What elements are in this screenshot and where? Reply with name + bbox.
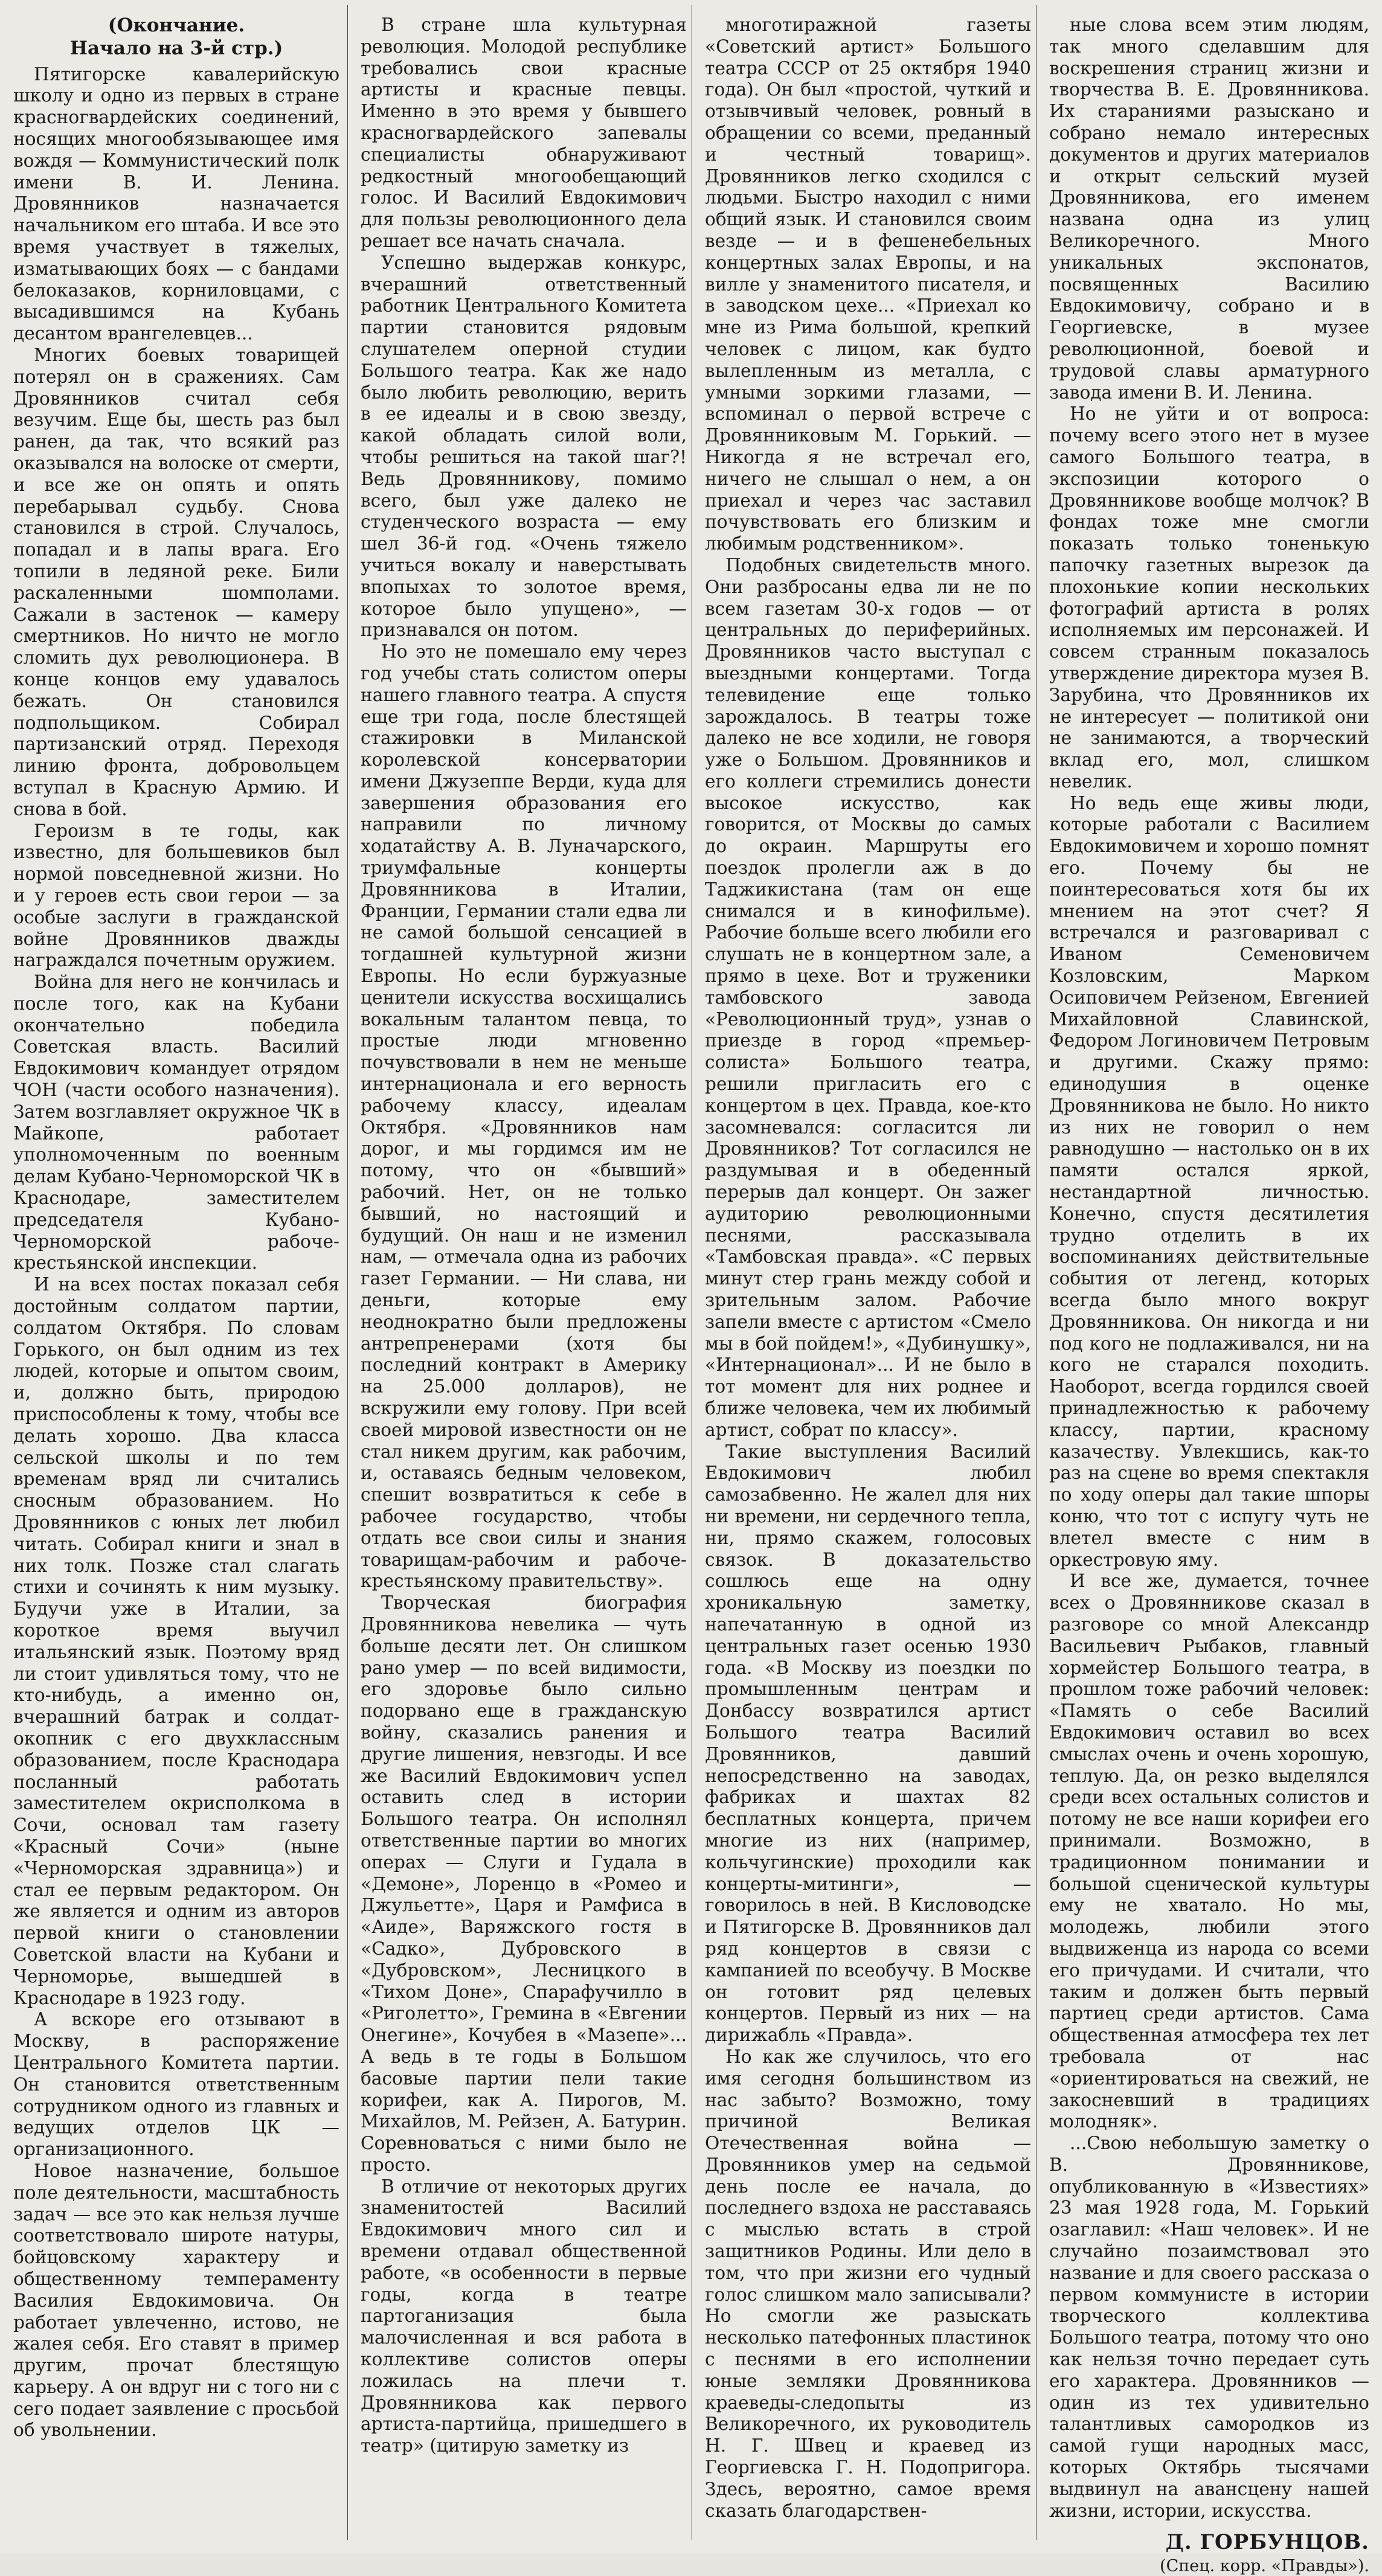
article-paragraph: Героизм в те годы, как известно, для большевиков был нормой повседневной жизни. Но и у героев есть свои герои — за особые заслуги в гражданской войне Дровянников дважды награждался почетным оружием. — [13, 820, 339, 971]
article-column-3 — [705, 14, 1031, 2536]
article-column-2 — [361, 14, 687, 2536]
article-paragraph: Такие выступления Василий Евдокимович любил самозабвенно. Не жалел для них ни времени, ни сердечного тепла, ни, прямо скажем, голосовых связок. В доказательство сошлюсь еще на одну хроникальную заметку, напечатанную в одной из центральных газет осенью 1930 года. «В Москву из поездки по промышленным центрам и Донбассу возвратился артист Большого театра Василий Дровянников, давший непосредственно на заводах, фабриках и шахтах 82 бесплатных концерта, причем многие из них (например, кольчугинские) проходили как концерты-митинги», — говорилось в ней. В Кисловодске и Пятигорске В. Дровянников дал ряд концертов в связи с кампанией по всеобучу. В Москве он готовит ряд целевых концертов. Первый из них — на дирижабль «Правда». — [705, 1441, 1031, 2046]
article-paragraph: Но не уйти и от вопроса: почему всего этого нет в музее самого Большого театра, в экспозиции которого о Дровянникове вообще молчок? В фондах тоже мне смогли показать только тоненькую папочку газетных вырезок да плохонькие копии нескольких фотографий артиста в ролях исполняемых им персонажей. И совсем странным показалось утверждение директора музея В. Зарубина, что Дровянников их не интересует — политикой они не занимаются, а творческий вклад его, мол, слишком невелик. — [1049, 403, 1369, 792]
article-paragraph: И на всех постах показал себя достойным солдатом партии, солдатом Октября. По словам Горького, он был одним из тех людей, которые и опытом своим, и, должно быть, природою приспособлены к тому, чтобы все делать хорошо. Два класса сельской школы и по тем временам вряд ли считались сносным образованием. Но Дровянников с юных лет любил читать. Собирал книги и знал в них толк. Позже стал слагать стихи и сочинять к ним музыку. Будучи уже в Италии, за короткое время выучил итальянский язык. Поэтому вряд ли стоит удивляться тому, что не кто-нибудь, а именно он, вчерашний батрак и солдат-окопник с его двухклассным образованием, после Краснодара посланный работать заместителем окрисполкома в Сочи, основал там газету «Красный Сочи» (ныне «Черноморская здравница») и стал ее первым редактором. Он же является и одним из авторов первой книги о становлении Советской власти на Кубани и Черноморье, вышедшей в Краснодаре в 1923 году. — [13, 1274, 339, 2008]
article-paragraph: В стране шла культурная революция. Молодой республике требовались свои красные артисты и красные певцы. Именно в это время у бывшего красногвардейского запевалы специалисты обнаруживают редкостный многообещающий голос. И Василий Евдокимович для пользы революционного дела решает все начать сначала. — [361, 14, 687, 251]
article-paragraph: многотиражной газеты «Советский артист» Большого театра СССР от 25 октября 1940 года). Он был «простой, чуткий и отзывчивый человек, ровный в обращении со всеми, преданный и честный товарищ». Дровянников легко сходился с людьми. Быстро находил с ними общий язык. И становился своим везде — и в фешенебельных концертных залах Европы, и на вилле у знаменитого писателя, и в заводском цехе... «Приехал ко мне из Рима большой, крепкий человек с лицом, как будто вылепленным из металла, с умными зоркими глазами, — вспоминал о первой встрече с Дровянниковым М. Горький. — Никогда я не встречал его, ничего не слышал о нем, а он приехал и через час заставил почувствовать его близким и любимым родственником». — [705, 14, 1031, 554]
article-paragraph: А вскоре его отзывают в Москву, в распоряжение Центрального Комитета партии. Он становится ответственным сотрудником одного из главных и ведущих отделов ЦК — организационного. — [13, 2009, 339, 2160]
article-paragraph: Творческая биография Дровянникова невелика — чуть больше десяти лет. Он слишком рано умер — по всей видимости, его здоровье было сильно подорвано еще в гражданскую войну, сказались ранения и другие лишения, невзгоды. И все же Василий Евдокимович успел оставить след в истории Большого театра. Он исполнял ответственные партии во многих операх — Слуги и Гудала в «Демоне», Лоренцо в «Ромео и Джульетте», Царя и Рамфиса в «Аиде», Варяжского гостя в «Садко», Дубровского в «Дубровском», Лесницкого в «Тихом Доне», Спарафучилло в «Риголетто», Гремина в «Евгении Онегине», Кочубея в «Мазепе»... А ведь в те годы в Большом басовые партии пели такие корифеи, как А. Пирогов, М. Михайлов, М. Рейзен, А. Батурин. Соревноваться с ними было не просто. — [361, 1592, 687, 2175]
continuation-header — [13, 14, 339, 60]
article-paragraph: Но это не помешало ему через год учебы стать солистом оперы нашего главного театра. А спустя еще три года, после блестящей стажировки в Миланской королевской консерватории имени Джузеппе Верди, куда для завершения образования его направили по личному ходатайству А. В. Луначарского, триумфальные концерты Дровянникова в Италии, Франции, Германии стали едва ли не самой большой сенсацией в тогдашней культурной жизни Европы. Но если буржуазные ценители искусства восхищались вокальным талантом певца, то простые люди мгновенно почувствовали в нем не меньше интернационала и его верность рабочему классу, идеалам Октября. «Дровянников нам дорог, и мы гордимся им не потому, что он «бывший» рабочий. Нет, он не только бывший, но настоящий и будущий. Он наш и не изменил нам, — отмечала одна из рабочих газет Германии. — Ни слава, ни деньги, которые ему неоднократно были предложены антрепренерами (хотя бы последний контракт в Америку на 25.000 долларов), не вскружили ему голову. При всей своей мировой известности он не стал никем другим, как рабочим, и, оставаясь бедным человеком, спешит возвратиться к себе в рабочее государство, чтобы отдать все свои силы и знания товарищам-рабочим и рабоче-крестьянскому правительству». — [361, 641, 687, 1592]
author-signature: Д. ГОРБУНЦОВ. — [1165, 2530, 1369, 2555]
article-paragraph: Подобных свидетельств много. Они разбросаны едва ли не по всем газетам 30-х годов — от центральных до периферийных. Дровянников часто выступал с выездными концертами. Тогда телевидение еще только зарождалось. В театры тоже далеко не все ходили, не говоря уже о Большом. Дровянников и его коллеги стремились донести высокое искусство, как говорится, от Москвы до самых до окраин. Маршруты его поездок пролегли аж в до Таджикистана (там он еще снимался и в кинофильме). Рабочие больше всего любили его слушать не в концертном зале, а прямо в цехе. Вот и труженики тамбовского завода «Революционный труд», узнав о приезде в город «премьер-солиста» Большого театра, решили пригласить его с концертом в цех. Правда, кое-кто засомневался: согласится ли Дровянников? Тот согласился не раздумывая и в обеденный перерыв дал концерт. Он зажег аудиторию революционными песнями, рассказывала «Тамбовская правда». «С первых минут стер грань между собой и зрительным залом. Рабочие запели вместе с артистом «Смело мы в бой пойдем!», «Дубинушку», «Интернационал»... И не было в тот момент для них роднее и ближе человека, чем их любимый артист, собрат по классу». — [705, 554, 1031, 1440]
article-column-4 — [1049, 14, 1369, 2575]
article-paragraph: Но как же случилось, что его имя сегодня большинством из нас забыто? Возможно, тому причиной Великая Отечественная война — Дровянников умер на седьмой день после ее начала, до последнего вздоха не расставаясь с мыслью встать в строй защитников Родины. Или дело в том, что при жизни его чудный голос слишком мало записывали? Но смогли же разыскать несколько патефонных пластинок с песнями в его исполнении юные земляки Дровянникова краеведы-следопыты из Великоречного, их руководитель Н. Г. Швец и краевед из Георгиевска Г. Н. Подопригора. Здесь, вероятно, самое время сказать благодарствен- — [705, 2046, 1031, 2521]
article-paragraph: И все же, думается, точнее всех о Дровянникове сказал в разговоре со мной Александр Васильевич Рыбаков, главный хормейстер Большого театра, в прошлом тоже рабочий человек: «Память о себе Василий Евдокимович оставил во всех смыслах очень и очень хорошую, теплую. Да, он резко выделялся среди всех остальных солистов и потому не все наши корифеи его принимали. Возможно, в традиционном понимании и большой сценической культуры ему не хватало. Но мы, молодежь, любили этого выдвиженца из народа со всеми его причудами. И считали, что таким и должен быть первый партиец среди артистов. Сама общественная атмосфера тех лет требовала от нас «ориентироваться на свежий, не закосневший в традициях молодняк». — [1049, 1571, 1369, 2132]
author-affiliation: (Спец. корр. «Правды»). — [1160, 2556, 1369, 2575]
article-paragraph: Новое назначение, большое поле деятельности, масштабность задач — все это как нельзя лучше соответствовало широте натуры, бойцовскому характеру и общественному темпераменту Василия Евдокимовича. Он работает увлеченно, истово, не жалея себя. Его ставят в пример другим, прочат блестящую карьеру. А он вдруг ни с того ни с сего подает заявление с просьбой об увольнении. — [13, 2160, 339, 2441]
article-paragraph: Но ведь еще живы люди, которые работали с Василием Евдокимовичем и хорошо помнят его. Почему бы не поинтересоваться хотя бы их мнением на этот счет? Я встречался и разговаривал с Иваном Семеновичем Козловским, Марком Осиповичем Рейзеном, Евгенией Михайловной Славинской, Федором Логиновичем Петровым и другими. Скажу прямо: единодушия в оценке Дровянникова не было. Но никто из них не говорил о нем равнодушно — настолько он в их памяти остался яркой, нестандартной личностью. Конечно, спустя десятилетия трудно отделить в их воспоминаниях действительные события от легенд, которых всегда было много вокруг Дровянникова. Он никогда и ни под кого не подлаживался, ни на кого не старался походить. Наоборот, всегда гордился своей принадлежностью к рабочему классу, партии, красному казачеству. Увлекшись, как-то раз на сцене во время спектакля по ходу оперы дал такие шпоры коню, что тот с испугу чуть не влетел вместе с ним в оркестровую яму. — [1049, 792, 1369, 1570]
article-paragraph: Война для него не кончилась и после того, как на Кубани окончательно победила Советская власть. Василий Евдокимович командует отрядом ЧОН (части особого назначения). Затем возглавляет окружное ЧК в Майкопе, работает уполномоченным по военным делам Кубано-Черноморской ЧК в Краснодаре, заместителем председателя Кубано-Черноморской рабоче-крестьянской инспекции. — [13, 972, 339, 1274]
article-paragraph: В отличие от некоторых других знаменитостей Василий Евдокимович много сил и времени отдавал общественной работе, «в особенности в первые годы, когда в театре партоганизация была малочисленная и вся работа в коллективе солистов оперы ложилась на плечи т. Дровянникова как первого артиста-партийца, пришедшего в театр» (цитирую заметку из — [361, 2176, 687, 2456]
article-paragraph: Успешно выдержав конкурс, вчерашний ответственный работник Центрального Комитета партии становится рядовым слушателем оперной студии Большого театра. Как же надо было любить революцию, верить в ее идеалы и в свою звезду, какой обладать силой воли, чтобы решиться на такой шаг?! Ведь Дровянникову, помимо всего, был уже далеко не студенческого возраста — ему шел 36-й год. «Очень тяжело учиться вокалу и наверстывать впопыхах то золотое время, которое было упущено», — признавался он потом. — [361, 252, 687, 641]
continuation-line: (Окончание. — [108, 14, 245, 36]
column-rule — [347, 5, 348, 2540]
article-paragraph: ...Свою небольшую заметку о В. Дровянникове, опубликованную в «Известиях» 23 мая 1928 года, М. Горький озаглавил: «Наш человек». И не случайно позаимствовал это название и для своего рассказа о первом коммунисте в истории творческого коллектива Большого театра, потому что оно как нельзя точно передает суть его характера. Дровянников — один из тех удивительно талантливых самородков из самой гущи народных масс, которых Октябрь тысячами выдвинул на авансцену нашей жизни, истории, искусства. — [1049, 2133, 1369, 2521]
continuation-line: Начало на 3-й стр.) — [69, 37, 283, 59]
article-paragraph: ные слова всем этим людям, так много сделавшим для воскрешения страниц жизни и творчества В. Е. Дровянникова. Их стараниями разыскано и собрано немало интересных документов и других материалов и открыт сельский музей Дровянникова, его именем названа одна из улиц Великоречного. Много уникальных экспонатов, посвященных Василию Евдокимовичу, собрано и в Георгиевске, в музее революционной, боевой и трудовой славы арматурного завода имени В. И. Ленина. — [1049, 14, 1369, 403]
article-paragraph: Многих боевых товарищей потерял он в сражениях. Сам Дровянников считал себя везучим. Еще бы, шесть раз был ранен, да так, что всякий раз оказывался на волоске от смерти, и все же он опять и опять перебарывал судьбу. Снова становился в строй. Случалось, попадал и в лапы врага. Его топили в ледяной реке. Били раскаленными шомполами. Сажали в застенок — камеру смертников. Но ничто не могло сломить дух революционера. В конце концов ему удавалось бежать. Он становился подпольщиком. Собирал партизанский отряд. Переходя линию фронта, добровольцем вступал в Красную Армию. И снова в бой. — [13, 344, 339, 819]
article-column-1 — [13, 14, 339, 2536]
article-paragraph: Пятигорске кавалерийскую школу и одно из первых в стране красногвардейских соединений, носящих многообязывающее имя вождя — Коммунистический полк имени В. И. Ленина. Дровянников назначается начальником его штаба. И все это время участвует в тяжелых, изматывающих боях — с бандами белоказаков, корниловцами, с высадившимся на Кубань десантом врангелевцев... — [13, 63, 339, 344]
